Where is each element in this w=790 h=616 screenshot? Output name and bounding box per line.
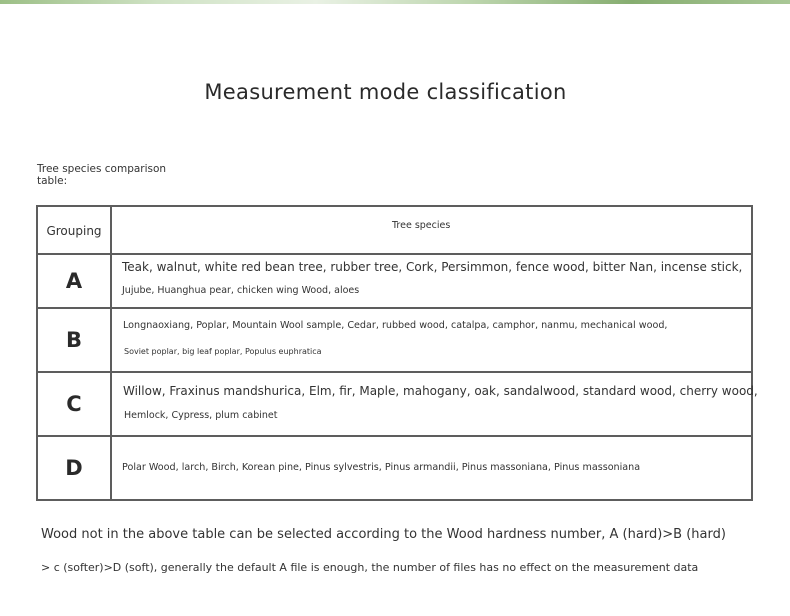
group-label-a: A	[65, 269, 83, 293]
column-divider	[110, 207, 112, 499]
row-divider	[38, 253, 751, 255]
tree-species-table	[36, 205, 758, 501]
species-line: Longnaoxiang, Poplar, Mountain Wool sample, Cedar, rubbed wood, catalpa, camphor, nanmu, mechanical wood,	[123, 320, 668, 331]
row-divider	[38, 371, 751, 373]
group-label-d: D	[65, 456, 83, 480]
header-grouping: Grouping	[46, 223, 102, 238]
header-tree-species: Tree species	[392, 220, 451, 231]
species-line: Jujube, Huanghua pear, chicken wing Wood, aloes	[122, 285, 360, 296]
species-line: Soviet poplar, big leaf poplar, Populus euphratica	[124, 347, 322, 356]
species-line: Teak, walnut, white red bean tree, rubber tree, Cork, Persimmon, fence wood, bitter Nan, incense stick,	[122, 260, 743, 274]
page-title: Measurement mode classification	[204, 80, 567, 104]
row-divider	[38, 307, 751, 309]
table-caption: Tree species comparison table:	[37, 163, 167, 187]
species-line: Willow, Fraxinus mandshurica, Elm, fir, Maple, mahogany, oak, sandalwood, standard wood, cherry wood,	[123, 384, 758, 398]
row-divider	[38, 435, 751, 437]
hardness-note-line1: Wood not in the above table can be selected according to the Wood hardness number, A (hard)>B (hard)	[41, 527, 726, 542]
species-line: Polar Wood, larch, Birch, Korean pine, Pinus sylvestris, Pinus armandii, Pinus massoniana, Pinus massoniana	[122, 462, 641, 473]
decorative-top-strip	[0, 0, 790, 4]
group-label-b: B	[65, 328, 82, 352]
group-label-c: C	[66, 392, 82, 416]
hardness-note-line2: > c (softer)>D (soft), generally the default A file is enough, the number of files has no effect on the measurement data	[41, 561, 699, 574]
species-line: Hemlock, Cypress, plum cabinet	[124, 410, 278, 421]
